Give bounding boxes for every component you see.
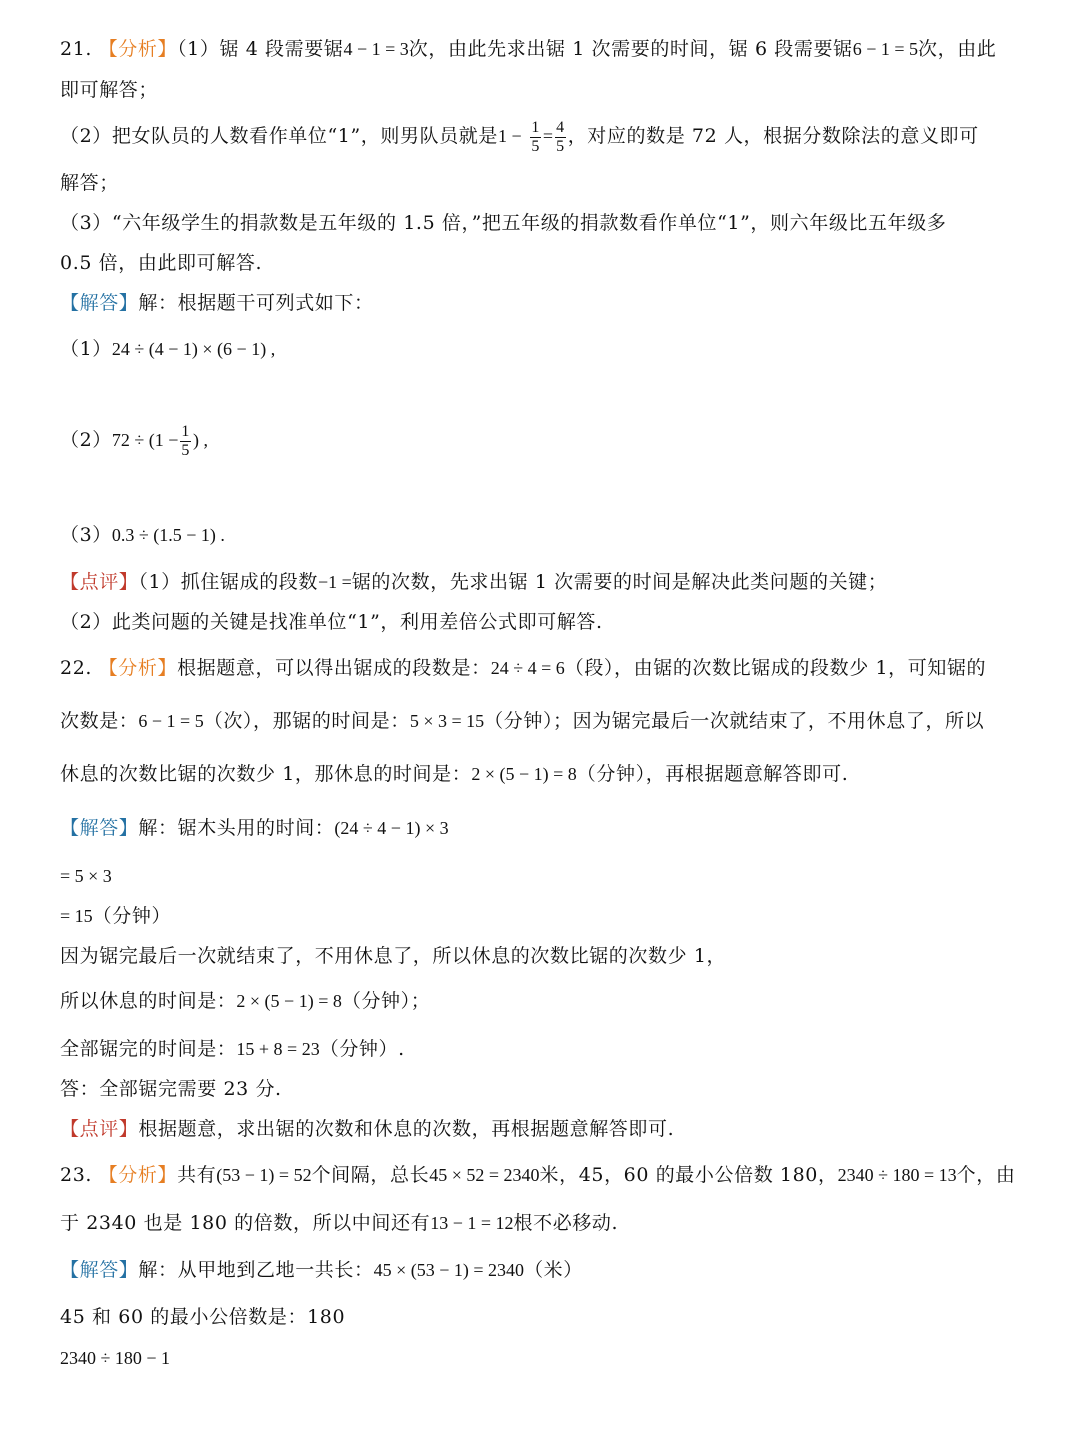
answer-tag: 【解答】 [60, 817, 139, 839]
q21-answer-intro: 【解答】解：根据题干可列式如下： [60, 292, 374, 314]
comment-tag: 【点评】 [60, 571, 139, 593]
q22-answer-line1: 【解答】解：锯木头用的时间：(24 ÷ 4 − 1) × 3 [60, 817, 449, 839]
comment-tag: 【点评】 [60, 1118, 139, 1140]
analysis-tag: 【分析】 [98, 657, 178, 679]
answer-tag: 【解答】 [60, 292, 139, 314]
q23-answer-line2: 45 和 60 的最小公倍数是：180 [60, 1306, 346, 1328]
q21-analysis-line1: 21. 【分析】（1）锯 4 段需要锯4 − 1 = 3次，由此先求出锯 1 次需要的时间，锯 6 段需要锯6 − 1 = 5次，由此 [60, 38, 997, 60]
q21-step2: （2）72 ÷ (1 − $\frac{1}{5}$ ) , [60, 422, 209, 459]
q23-analysis-line1: 23. 【分析】共有(53 − 1) = 52个间隔，总长45 × 52 = 2340米，45，60 的最小公倍数 180，2340 ÷ 180 = 13个，由 [60, 1164, 1016, 1186]
q21-comment-line2: （2）此类问题的关键是找准单位“1”，利用差倍公式即可解答. [60, 611, 603, 633]
q23-analysis-line2: 于 2340 也是 180 的倍数，所以中间还有13 − 1 = 12根不必移动. [60, 1212, 619, 1234]
answer-tag: 【解答】 [60, 1259, 139, 1281]
q23-answer-line3: 2340 ÷ 180 − 1 [60, 1348, 171, 1368]
fraction: $\frac{1}{5}$ [531, 118, 540, 155]
q23-answer-line1: 【解答】解：从甲地到乙地一共长：45 × (53 − 1) = 2340（米） [60, 1259, 583, 1281]
q22-analysis-line3: 休息的次数比锯的次数少 1，那休息的时间是：2 × (5 − 1) = 8（分钟），再根据题意解答即可. [60, 763, 849, 785]
q21-step3: （3）0.3 ÷ (1.5 − 1) . [60, 524, 225, 546]
q22-answer-line6: 全部锯完的时间是：15 + 8 = 23（分钟）. [60, 1038, 405, 1060]
q21-analysis-line2: 即可解答； [60, 79, 159, 101]
q21-analysis-line3: （2）把女队员的人数看作单位“1”，则男队员就是1 − $\frac{1}{5}$ = $\frac{4}{5}$ ，对应的数是 72 人，根据分数除法的意义即可 [60, 118, 979, 155]
question-number: 21. [60, 38, 93, 60]
q21-analysis-line6: 0.5 倍，由此即可解答. [60, 252, 263, 274]
analysis-tag: 【分析】 [98, 1164, 178, 1186]
q22-answer-line5: 所以休息的时间是：2 × (5 − 1) = 8（分钟）； [60, 990, 431, 1012]
q22-answer-line4: 因为锯完最后一次就结束了，不用休息了，所以休息的次数比锯的次数少 1， [60, 945, 727, 967]
q22-analysis-line1: 22. 【分析】根据题意，可以得出锯成的段数是：24 ÷ 4 = 6（段），由锯的次数比锯成的段数少 1，可知锯的 [60, 657, 987, 679]
question-number: 22. [60, 657, 93, 679]
q22-answer-line7: 答：全部锯完需要 23 分. [60, 1078, 282, 1100]
q21-analysis-line4: 解答； [60, 172, 119, 194]
fraction: $\frac{1}{5}$ [181, 422, 191, 459]
q21-analysis-line5: （3）“六年级学生的捐款数是五年级的 1.5 倍，”把五年级的捐款数看作单位“1”，则六年级比五年级多 [60, 212, 947, 234]
analysis-tag: 【分析】 [98, 38, 178, 60]
q22-analysis-line2: 次数是：6 − 1 = 5（次），那锯的时间是：5 × 3 = 15（分钟）；因为锯完最后一次就结束了，不用休息了，所以 [60, 710, 985, 732]
q22-answer-line2: = 5 × 3 [60, 866, 112, 886]
question-number: 23. [60, 1164, 93, 1186]
q22-answer-line3: = 15（分钟） [60, 905, 172, 927]
q21-comment-line1: 【点评】（1）抓住锯成的段数−1 =锯的次数，先求出锯 1 次需要的时间是解决此类问题的关键； [60, 571, 888, 593]
q21-step1: （1）24 ÷ (4 − 1) × (6 − 1) , [60, 338, 276, 360]
q22-comment: 【点评】根据题意，求出锯的次数和休息的次数，再根据题意解答即可. [60, 1118, 675, 1140]
fraction: $\frac{4}{5}$ [556, 118, 565, 155]
